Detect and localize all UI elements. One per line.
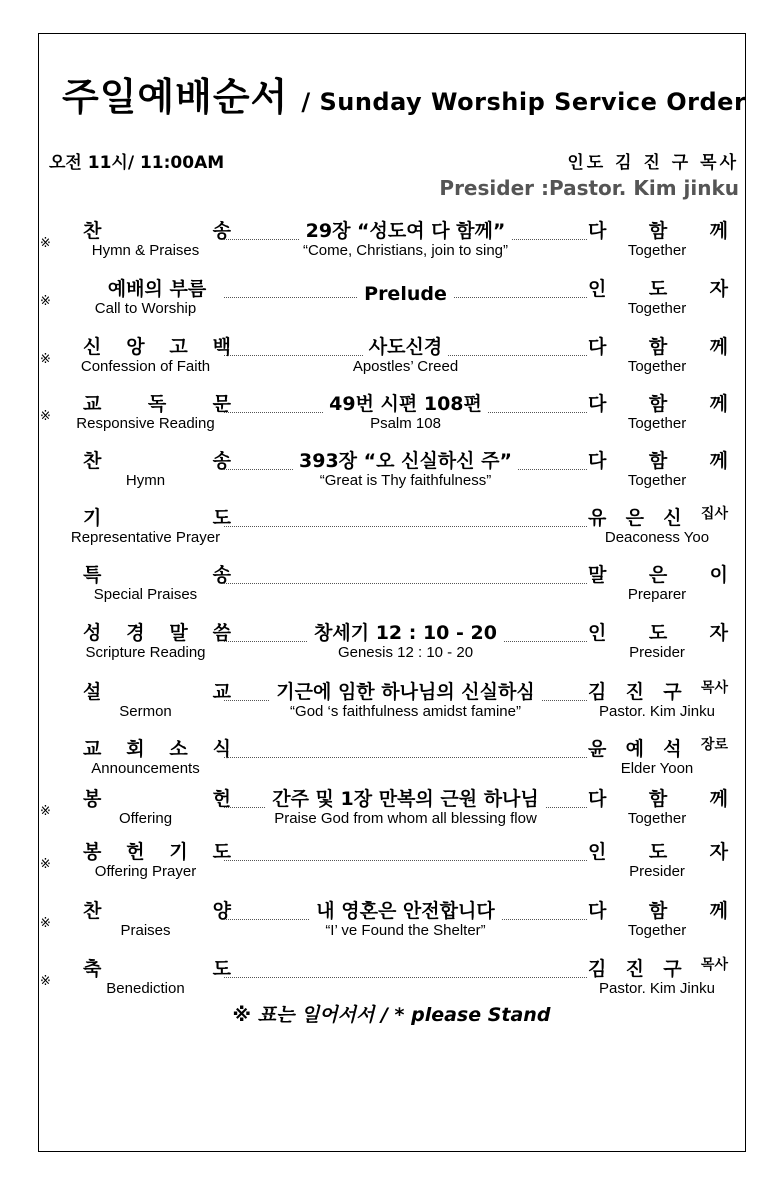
leader-char: 함 [648,220,668,242]
item-title-english: Sermon [119,703,172,720]
item-title-char: 기 [83,507,102,529]
leader-korean [588,503,728,530]
leader-char: 도 [648,622,668,644]
item-title-char: 앙 [126,336,145,358]
item-title-char: 문 [212,393,231,415]
item-title-char: 예배의 부름 [107,278,207,300]
item-title-english: Scripture Reading [85,644,206,661]
item-title-char: 백 [212,336,231,358]
content-english: “Great is Thy faithfulness” [319,472,492,489]
item-title-korean [83,560,231,587]
item-title-english: Special Praises [93,586,198,603]
leader-char: 김 [588,681,607,703]
leader-english: Together [627,242,687,259]
item-title-char: 교 [212,681,231,703]
item-title-char: 헌 [212,788,231,810]
leader-char: 자 [709,278,728,300]
service-row [38,338,746,396]
item-title-char: 성 [83,622,102,644]
service-row [38,843,746,901]
service-row [38,566,746,624]
item-title-char: 송 [212,564,231,586]
dotted-leader [224,757,587,758]
leader-char: 께 [709,900,728,922]
leader-char: 구 [663,681,682,703]
item-title-char: 씀 [212,622,231,644]
leader-char: 자 [709,841,728,863]
item-title-char: 헌 [126,841,145,863]
content-korean: Prelude [358,283,453,305]
stand-mark: ※ [40,804,51,819]
item-title-korean [83,274,231,301]
item-title-char: 소 [169,738,188,760]
leader-char: 함 [648,900,668,922]
stand-mark: ※ [40,236,51,251]
item-title-korean [83,677,231,704]
leader-english: Together [627,810,687,827]
item-title-korean [83,618,231,645]
item-content [224,446,587,489]
content-korean: 49번 시편 108편 [323,389,488,416]
item-title-char: 독 [147,393,167,415]
leader-korean [588,896,728,923]
leader-korean [588,389,728,416]
leader-char: 유 [588,507,607,529]
leader-char: 석 [663,738,682,760]
item-title-english: Offering Prayer [94,863,197,880]
item-title-korean [83,446,231,473]
leader-char: 다 [588,450,607,472]
item-title-char: 도 [212,507,231,529]
item-title-char: 송 [212,220,231,242]
item-title-english: Representative Prayer [70,529,221,546]
item-title-english: Offering [118,810,173,827]
item-title-char: 도 [212,841,231,863]
item-title-english: Call to Worship [94,300,197,317]
leader-char: 이 [709,564,728,586]
item-title-char: 찬 [83,900,102,922]
leader-char: 장로 [700,737,728,753]
leader-korean [588,618,728,645]
item-content [224,283,587,305]
leader-char: 목사 [700,957,728,973]
item-title-char: 신 [83,336,102,358]
service-time: 오전 11시/ 11:00AM [49,153,225,173]
item-title-korean [83,896,231,923]
item-title-english: Confession of Faith [80,358,211,375]
leader-char: 다 [588,220,607,242]
leader-char: 다 [588,900,607,922]
item-title-char: 찬 [83,220,102,242]
stand-mark: ※ [40,974,51,989]
content-korean: 29장 “성도여 다 함께” [300,216,512,243]
item-content [224,332,587,375]
item-content [224,389,587,432]
leader-char: 다 [588,393,607,415]
leader-char: 은 [625,507,644,529]
leader-english: Together [627,358,687,375]
item-title-char: 송 [212,450,231,472]
title-korean: 주일예배순서 [62,75,289,119]
leader-char: 인 [588,841,607,863]
item-content [224,784,587,827]
content-korean: 간주 및 1장 만복의 근원 하나님 [266,784,545,811]
leader-char: 께 [709,450,728,472]
service-row [38,395,746,453]
service-row [38,452,746,510]
service-row [38,680,746,741]
content-korean: 창세기 12 : 10 - 20 [308,618,503,645]
leader-char: 께 [709,220,728,242]
service-row [38,902,746,960]
item-content [224,618,587,661]
content-english: Psalm 108 [370,415,441,432]
item-title-char: 경 [126,622,145,644]
officiant: 인도 김 진 구 목사 [567,153,739,173]
item-title-char: 회 [126,738,145,760]
service-row [38,506,746,567]
item-title-korean [83,216,231,243]
item-title-english: Responsive Reading [76,415,215,432]
leader-char: 진 [625,681,644,703]
leader-english: Pastor. Kim Jinku [599,980,715,997]
leader-english: Elder Yoon [620,760,694,777]
page-title [62,66,746,121]
item-title-korean [83,503,231,530]
leader-char: 김 [588,958,607,980]
title-english: / Sunday Worship Service Order [301,88,747,116]
item-title-korean [83,784,231,811]
leader-char: 함 [648,788,668,810]
leader-english: Presider [629,644,685,661]
leader-english: Together [627,922,687,939]
item-title-char: 고 [169,336,188,358]
content-korean: 내 영혼은 안전합니다 [310,896,500,923]
leader-char: 함 [648,450,668,472]
leader-korean [588,274,728,301]
content-english: Apostles’ Creed [352,358,459,375]
item-title-char: 양 [212,900,231,922]
content-korean: 기근에 임한 하나님의 신실하심 [270,677,540,704]
content-korean: 사도신경 [363,332,448,359]
dotted-leader [224,977,587,978]
content-english: “I’ ve Found the Shelter” [325,922,486,939]
leader-char: 께 [709,336,728,358]
item-content [224,216,587,259]
leader-char: 윤 [588,738,607,760]
leader-english: Deaconess Yoo [604,529,710,546]
leader-char: 함 [648,393,668,415]
leader-char: 다 [588,788,607,810]
leader-char: 자 [709,622,728,644]
leader-char: 말 [588,564,607,586]
leader-korean [588,734,728,761]
leader-char: 진 [625,958,644,980]
stand-mark: ※ [40,352,51,367]
stand-mark: ※ [40,857,51,872]
presider: Presider :Pastor. Kim jinku [439,176,739,200]
dotted-leader [224,583,587,584]
leader-korean [588,216,728,243]
item-title-english: Praises [120,922,171,939]
stand-mark: ※ [40,294,51,309]
stand-mark: ※ [40,916,51,931]
leader-char: 인 [588,622,607,644]
leader-english: Together [627,472,687,489]
leader-char: 께 [709,788,728,810]
item-title-char: 말 [169,622,188,644]
item-title-english: Benediction [106,980,185,997]
leader-char: 예 [625,738,644,760]
item-title-korean [83,734,231,761]
leader-char: 은 [648,564,668,586]
service-row [38,624,746,682]
leader-english: Together [627,300,687,317]
item-content [224,677,587,720]
footer-note: ※ 표는 일어서서 / * please Stand [232,1004,551,1026]
content-english: Genesis 12 : 10 - 20 [337,644,474,661]
leader-korean [588,837,728,864]
item-title-char: 도 [212,958,231,980]
leader-korean [588,332,728,359]
leader-char: 도 [648,841,668,863]
leader-korean [588,446,728,473]
content-english: “God ‘s faithfulness amidst famine” [290,703,521,720]
item-title-char: 봉 [83,841,102,863]
item-title-english: Hymn & Praises [91,242,200,259]
leader-korean [588,677,728,704]
item-title-korean [83,389,231,416]
dotted-leader [224,860,587,861]
content-english: “Come, Christians, join to sing” [302,242,509,259]
leader-korean [588,784,728,811]
leader-korean [588,560,728,587]
item-title-english: Hymn [125,472,166,489]
leader-char: 집사 [700,506,728,522]
item-title-char: 설 [83,681,102,703]
item-title-char: 특 [83,564,102,586]
item-title-english: Announcements [91,760,200,777]
content-english: Praise God from whom all blessing flow [274,810,537,827]
item-title-char: 봉 [83,788,102,810]
content-korean: 393장 “오 신실하신 주” [293,446,518,473]
leader-char: 다 [588,336,607,358]
service-row [38,280,746,338]
item-title-char: 교 [83,738,102,760]
leader-char: 신 [663,507,682,529]
leader-char: 께 [709,393,728,415]
item-title-korean [83,954,231,981]
leader-char: 도 [648,278,668,300]
leader-char: 목사 [700,680,728,696]
item-title-char: 축 [83,958,102,980]
service-row [38,222,746,280]
leader-english: Presider [629,863,685,880]
item-title-korean [83,332,231,359]
leader-english: Pastor. Kim Jinku [599,703,715,720]
stand-mark: ※ [40,409,51,424]
item-title-char: 기 [169,841,188,863]
leader-english: Preparer [627,586,687,603]
item-title-char: 교 [83,393,102,415]
item-content [224,896,587,939]
leader-char: 인 [588,278,607,300]
item-title-korean [83,837,231,864]
dotted-leader [224,526,587,527]
item-title-char: 식 [212,738,231,760]
leader-char: 함 [648,336,668,358]
item-title-char: 찬 [83,450,102,472]
leader-korean [588,954,728,981]
leader-english: Together [627,415,687,432]
leader-char: 구 [663,958,682,980]
